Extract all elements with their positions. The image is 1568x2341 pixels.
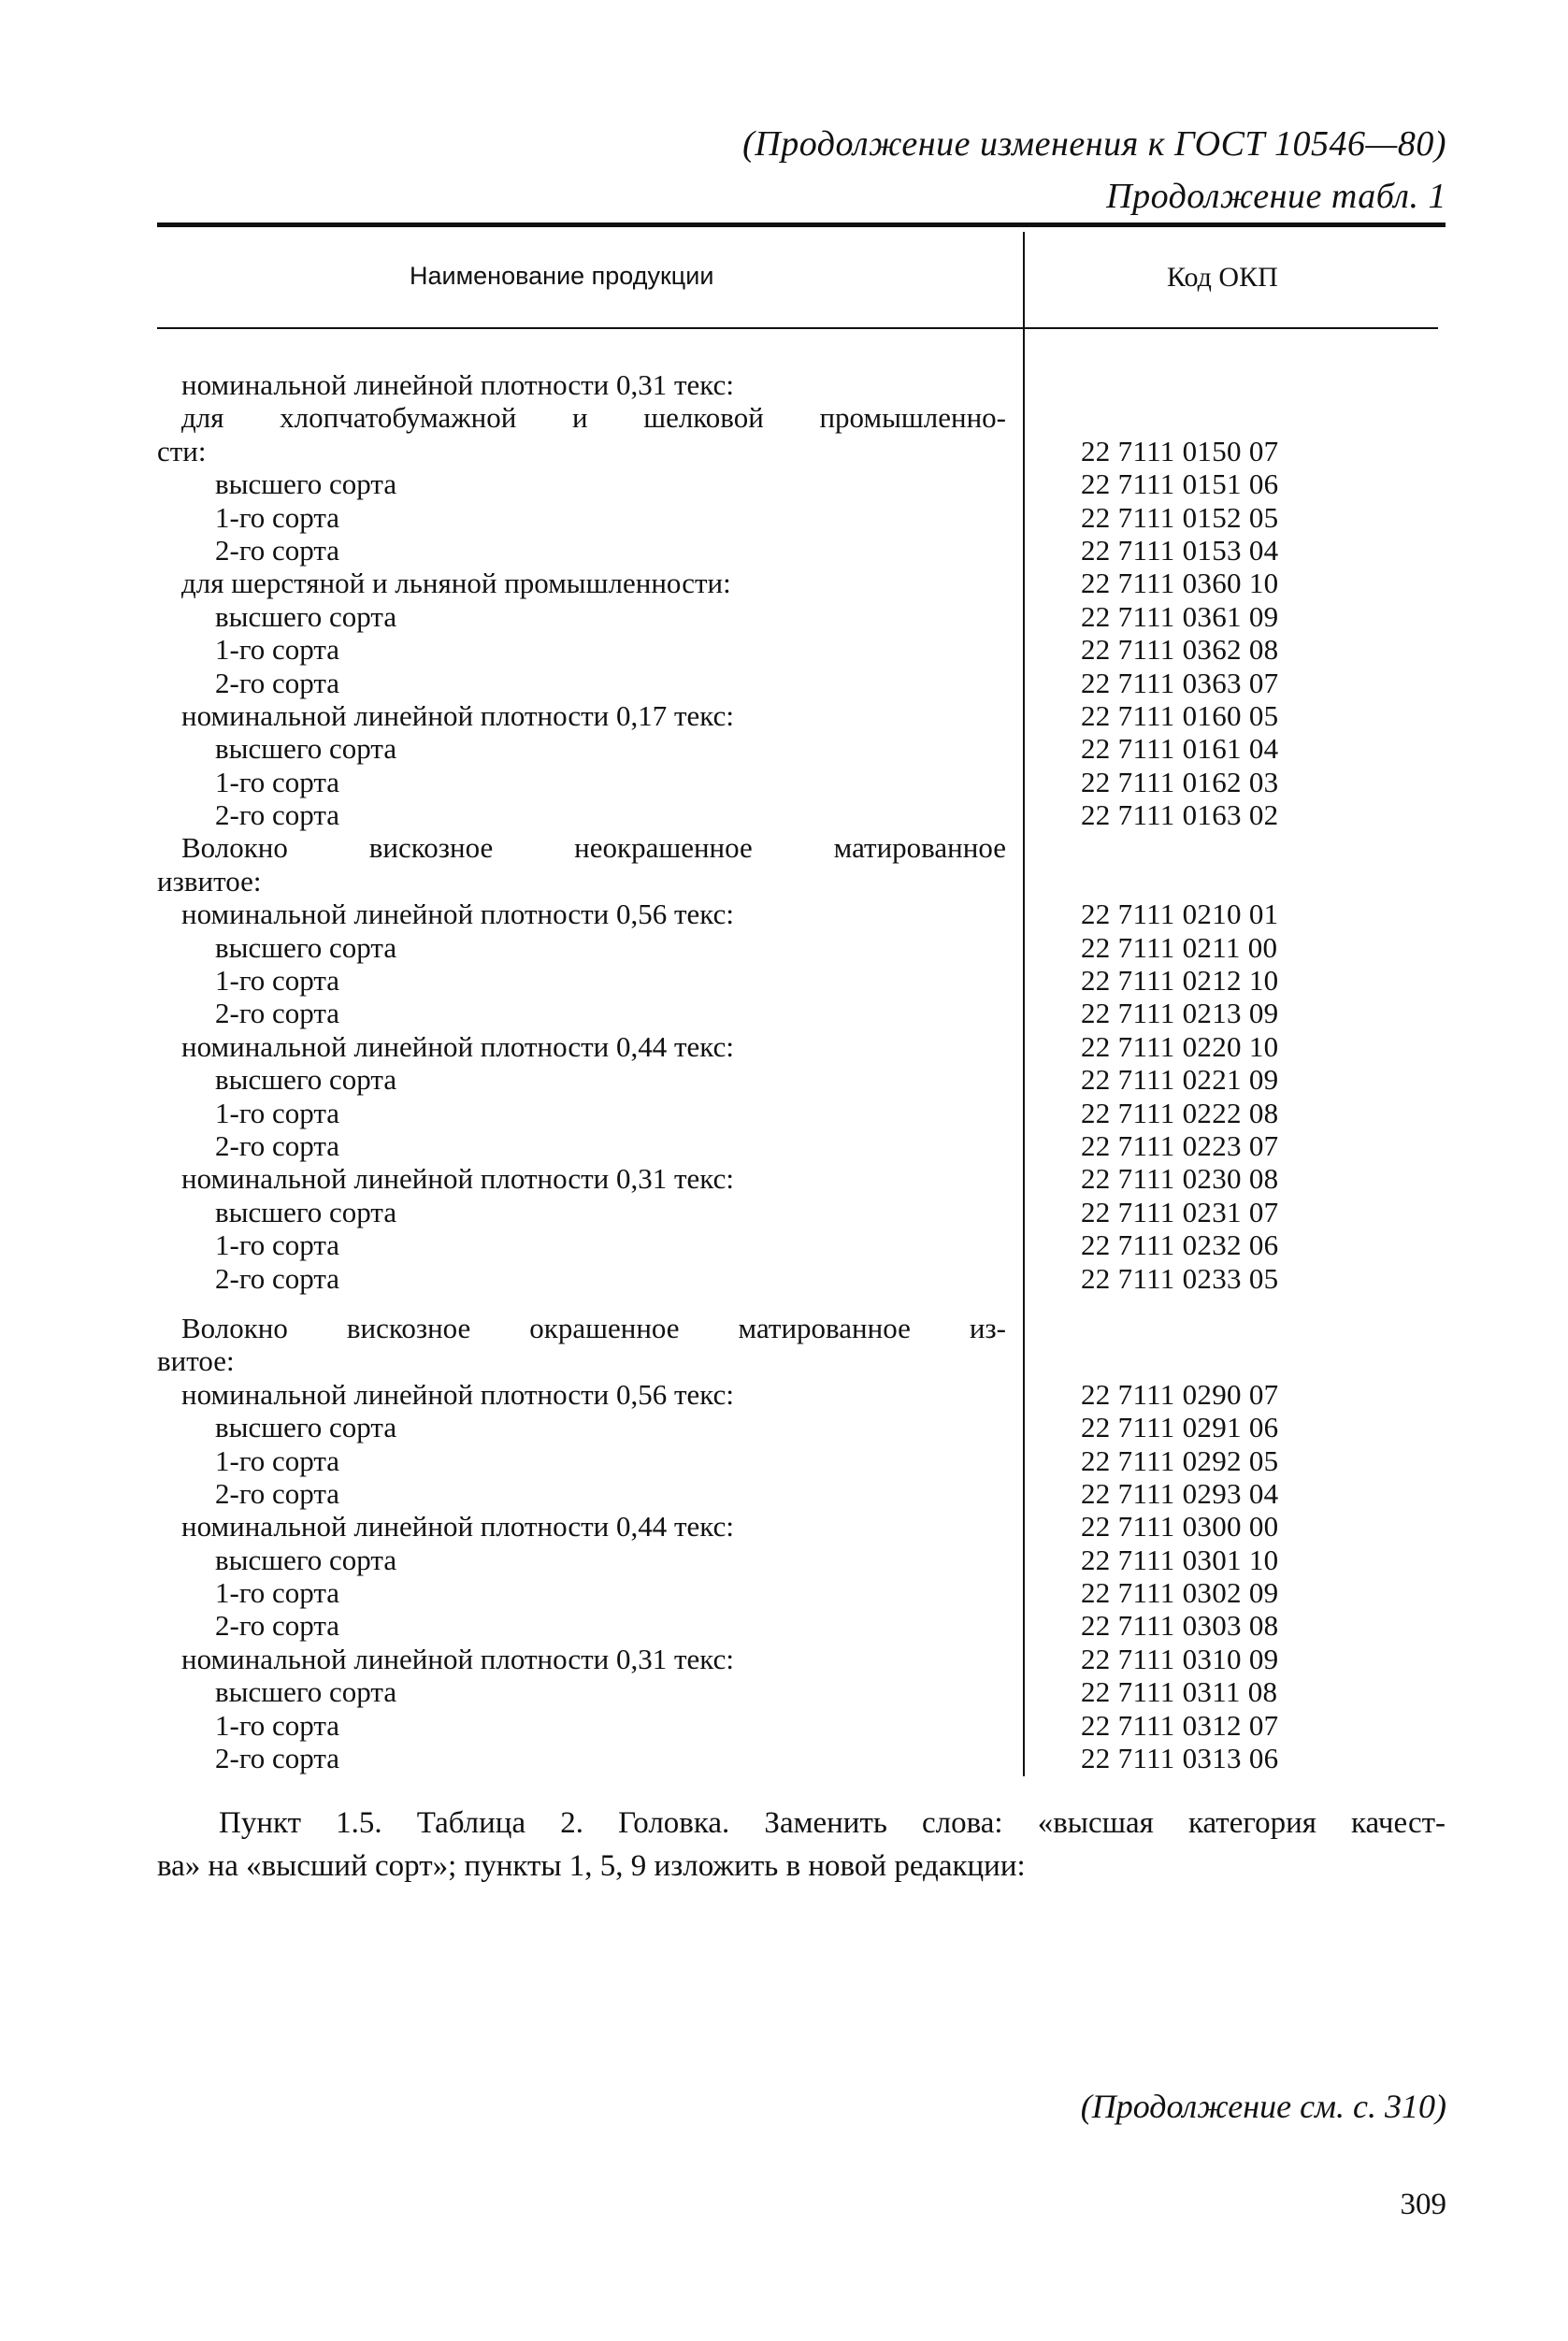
okp-code-cell: 22 7111 0211 00: [1081, 930, 1278, 964]
product-name-cell: номинальной линейной плотности 0,31 текс:: [181, 368, 734, 401]
product-name-cell: 1-го сорта: [215, 633, 340, 667]
okp-code-cell: 22 7111 0213 09: [1081, 997, 1279, 1030]
product-name-cell: высшего сорта: [215, 1063, 397, 1097]
product-name-cell: высшего сорта: [215, 732, 397, 766]
product-name-cell: высшего сорта: [215, 1195, 397, 1228]
table-row: [157, 1063, 1446, 1096]
table-row: [157, 898, 1446, 930]
okp-code-cell: 22 7111 0210 01: [1081, 898, 1279, 931]
product-name-cell: 2-го сорта: [215, 1742, 340, 1775]
table-row: [157, 401, 1446, 434]
continuation-note: (Продолжение см. с. 310): [1080, 2088, 1446, 2125]
product-name-cell: номинальной линейной плотности 0,56 текс:: [181, 1377, 734, 1411]
product-name-cell: 2-го сорта: [215, 1128, 340, 1162]
okp-code-cell: 22 7111 0162 03: [1081, 765, 1279, 798]
table-body: [157, 368, 1446, 1774]
okp-code-cell: 22 7111 0300 00: [1081, 1510, 1279, 1544]
okp-code-cell: 22 7111 0163 02: [1081, 798, 1279, 832]
product-name-cell: сти:: [157, 434, 207, 467]
product-name-cell: 1-го сорта: [215, 964, 340, 998]
product-name-cell: 2-го сорта: [215, 798, 340, 832]
table-row: [157, 368, 1446, 401]
okp-code-cell: 22 7111 0312 07: [1081, 1708, 1279, 1742]
okp-code-cell: 22 7111 0301 10: [1081, 1543, 1279, 1576]
product-name-cell: 2-го сорта: [215, 1261, 340, 1295]
product-name-cell: высшего сорта: [215, 467, 397, 501]
product-name-cell: 1-го сорта: [215, 1443, 340, 1477]
product-name-cell: для хлопчатобумажной и шелковой промышленно-: [181, 401, 1006, 435]
table-row: [157, 1344, 1446, 1377]
page-number: 309: [1400, 2188, 1446, 2221]
table-row: [157, 534, 1446, 567]
table-row: [157, 567, 1446, 599]
table-row: [157, 1709, 1446, 1742]
okp-code-cell: 22 7111 0313 06: [1081, 1742, 1279, 1775]
table-row: [157, 699, 1446, 732]
product-name-cell: высшего сорта: [215, 1675, 397, 1709]
table-row: [157, 831, 1446, 864]
okp-code-cell: 22 7111 0220 10: [1081, 1029, 1279, 1063]
table-row: [157, 435, 1446, 467]
table-row: [157, 1675, 1446, 1708]
running-header: (Продолжение изменения к ГОСТ 10546—80): [742, 124, 1446, 164]
table-row: [157, 633, 1446, 666]
okp-code-cell: 22 7111 0291 06: [1081, 1411, 1279, 1444]
okp-code-cell: 22 7111 0212 10: [1081, 964, 1279, 998]
table-row: [157, 667, 1446, 699]
product-name-cell: номинальной линейной плотности 0,44 текс:: [181, 1510, 734, 1544]
table-row: [157, 1030, 1446, 1063]
product-name-cell: 2-го сорта: [215, 1476, 340, 1510]
table-row: [157, 1196, 1446, 1228]
okp-code-cell: 22 7111 0161 04: [1081, 732, 1279, 766]
product-name-cell: 2-го сорта: [215, 533, 340, 567]
okp-code-cell: 22 7111 0222 08: [1081, 1096, 1279, 1129]
table-row: [157, 1477, 1446, 1510]
table-row: [157, 467, 1446, 500]
okp-code-cell: 22 7111 0221 09: [1081, 1063, 1279, 1097]
product-name-cell: номинальной линейной плотности 0,17 текс:: [181, 698, 734, 732]
product-name-cell: высшего сорта: [215, 599, 397, 633]
table-top-rule: [157, 223, 1446, 227]
product-name-cell: номинальной линейной плотности 0,31 текс:: [181, 1642, 734, 1675]
table-row: [157, 1378, 1446, 1411]
table-row: [157, 1544, 1446, 1576]
table-row: [157, 1129, 1446, 1162]
table-row: [157, 798, 1446, 831]
okp-code-cell: 22 7111 0150 07: [1081, 434, 1279, 467]
product-name-cell: 2-го сорта: [215, 666, 340, 699]
table-row: [157, 1576, 1446, 1609]
table-row: [157, 1312, 1446, 1344]
okp-code-cell: 22 7111 0230 08: [1081, 1162, 1279, 1196]
table-row: [157, 1097, 1446, 1129]
okp-code-cell: 22 7111 0310 09: [1081, 1642, 1279, 1675]
okp-code-cell: 22 7111 0361 09: [1081, 599, 1279, 633]
table-row: [157, 964, 1446, 997]
product-name-cell: 1-го сорта: [215, 1228, 340, 1262]
product-name-cell: витое:: [157, 1344, 235, 1378]
product-name-cell: номинальной линейной плотности 0,31 текс:: [181, 1162, 734, 1196]
table-row: [157, 600, 1446, 633]
table-row: [157, 501, 1446, 534]
product-name-cell: 1-го сорта: [215, 765, 340, 798]
table-header-rule: [157, 327, 1438, 329]
table-row: [157, 1295, 1446, 1312]
table-row: [157, 1411, 1446, 1443]
product-name-cell: 2-го сорта: [215, 1609, 340, 1643]
okp-code-cell: 22 7111 0232 06: [1081, 1228, 1279, 1262]
amendment-paragraph-line-1: Пункт 1.5. Таблица 2. Головка. Заменить слова: «высшая категория качест-: [219, 1806, 1446, 1840]
okp-code-cell: 22 7111 0302 09: [1081, 1576, 1279, 1610]
table-row: [157, 1262, 1446, 1295]
okp-code-cell: 22 7111 0233 05: [1081, 1261, 1279, 1295]
table-row: [157, 1609, 1446, 1642]
okp-code-cell: 22 7111 0151 06: [1081, 467, 1279, 501]
product-name-cell: номинальной линейной плотности 0,56 текс:: [181, 898, 734, 931]
product-name-cell: 1-го сорта: [215, 500, 340, 534]
product-name-cell: извитое:: [157, 864, 262, 898]
okp-code-cell: 22 7111 0363 07: [1081, 666, 1279, 699]
product-name-cell: 1-го сорта: [215, 1708, 340, 1742]
okp-code-cell: 22 7111 0303 08: [1081, 1609, 1279, 1643]
table-row: [157, 1228, 1446, 1261]
okp-code-cell: 22 7111 0311 08: [1081, 1675, 1278, 1709]
product-name-cell: 1-го сорта: [215, 1576, 340, 1610]
table-row: [157, 1643, 1446, 1675]
table-row: [157, 1162, 1446, 1195]
column-header-product-name: Наименование продукции: [410, 262, 714, 290]
table-row: [157, 732, 1446, 765]
table-row: [157, 1742, 1446, 1774]
table-row: [157, 931, 1446, 964]
okp-code-cell: 22 7111 0362 08: [1081, 633, 1279, 667]
table-row: [157, 766, 1446, 798]
product-name-cell: 2-го сорта: [215, 997, 340, 1030]
amendment-paragraph-line-2: ва» на «высший сорт»; пункты 1, 5, 9 изложить в новой редакции:: [157, 1849, 1026, 1883]
table-continuation-label: Продолжение табл. 1: [1106, 177, 1446, 216]
okp-code-cell: 22 7111 0231 07: [1081, 1195, 1279, 1228]
product-name-cell: Волокно вискозное неокрашенное матированное: [181, 831, 1006, 865]
table-row: [157, 997, 1446, 1029]
okp-code-cell: 22 7111 0292 05: [1081, 1443, 1279, 1477]
column-header-okp-code: Код ОКП: [1167, 262, 1278, 293]
product-name-cell: номинальной линейной плотности 0,44 текс:: [181, 1029, 734, 1063]
product-name-cell: для шерстяной и льняной промышленности:: [181, 567, 731, 600]
product-name-cell: высшего сорта: [215, 1543, 397, 1576]
okp-code-cell: 22 7111 0160 05: [1081, 698, 1279, 732]
okp-code-cell: 22 7111 0152 05: [1081, 500, 1279, 534]
okp-code-cell: 22 7111 0223 07: [1081, 1128, 1279, 1162]
product-name-cell: высшего сорта: [215, 1411, 397, 1444]
okp-code-cell: 22 7111 0293 04: [1081, 1476, 1279, 1510]
okp-code-cell: 22 7111 0360 10: [1081, 567, 1279, 600]
table-row: [157, 865, 1446, 898]
table-row: [157, 1510, 1446, 1543]
product-name-cell: Волокно вискозное окрашенное матированное из-: [181, 1311, 1006, 1344]
product-name-cell: 1-го сорта: [215, 1096, 340, 1129]
okp-code-cell: 22 7111 0153 04: [1081, 533, 1279, 567]
product-name-cell: высшего сорта: [215, 930, 397, 964]
table-row: [157, 1444, 1446, 1477]
okp-code-cell: 22 7111 0290 07: [1081, 1377, 1279, 1411]
